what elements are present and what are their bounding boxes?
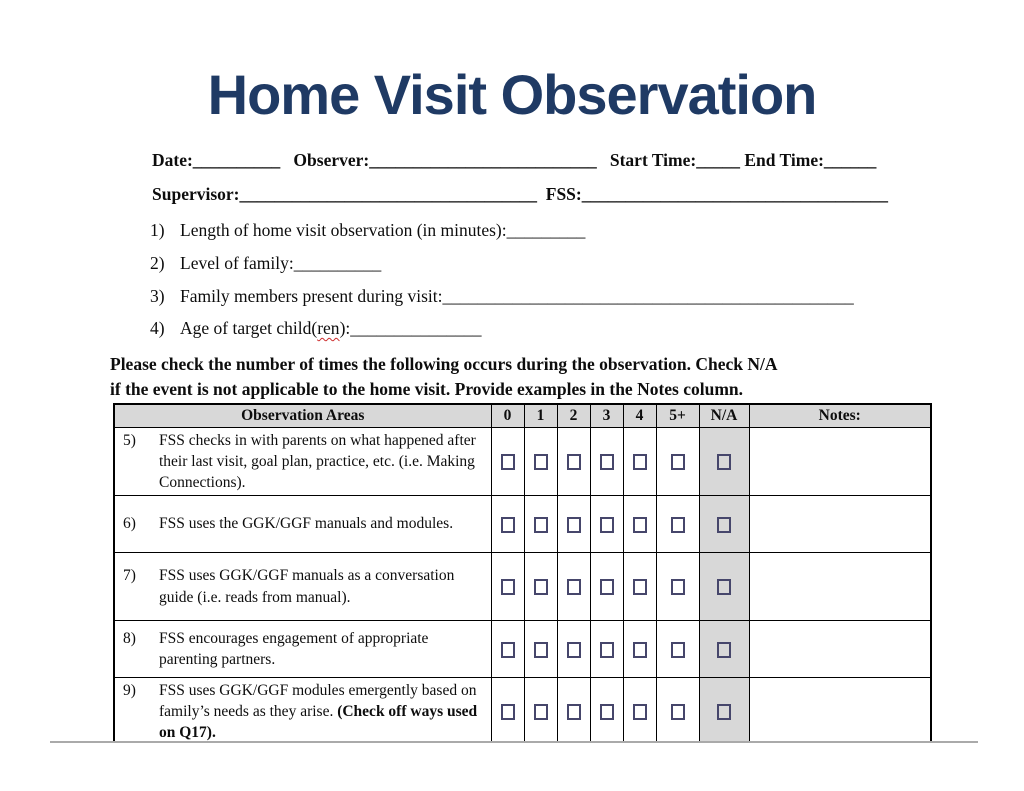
header-count-5plus: 5+ — [656, 404, 699, 428]
form-item-length-of-visit — [150, 220, 585, 241]
checkbox-4[interactable] — [633, 579, 647, 595]
cell-na — [699, 621, 749, 678]
cell-count-4 — [623, 621, 656, 678]
cell-count-3 — [590, 428, 623, 496]
form-item-age-of-target-child — [150, 318, 482, 339]
cell-count-5plus — [656, 621, 699, 678]
checkbox-2[interactable] — [567, 454, 581, 470]
checkbox-4[interactable] — [633, 704, 647, 720]
observation-table — [113, 403, 932, 743]
table-row-9 — [114, 678, 931, 744]
item-text-pre: Age of target child( — [180, 318, 318, 338]
notes-cell[interactable] — [749, 553, 931, 621]
date-observer-time-line: Date:__________ Observer:__________________________ Start Time:_____ End Time:______ — [152, 150, 877, 170]
header-count-4: 4 — [623, 404, 656, 428]
row-text: FSS checks in with parents on what happened after their last visit, goal plan, practice, etc. (i.e. Making Connections). — [159, 431, 476, 492]
row-number: 6) — [123, 515, 136, 533]
row-description-cell — [114, 678, 491, 744]
checkbox-1[interactable] — [534, 642, 548, 658]
checkbox-na[interactable] — [717, 642, 731, 658]
header-count-1: 1 — [524, 404, 557, 428]
cell-count-3 — [590, 553, 623, 621]
cell-count-2 — [557, 496, 590, 553]
row-description-cell — [114, 553, 491, 621]
header-count-0: 0 — [491, 404, 524, 428]
row-text: FSS uses the GGK/GGF manuals and modules. — [159, 515, 454, 533]
checkbox-0[interactable] — [501, 517, 515, 533]
cell-count-0 — [491, 428, 524, 496]
item-number: 2) — [150, 253, 165, 273]
table-header-row — [114, 404, 931, 428]
cell-na — [699, 496, 749, 553]
notes-cell[interactable] — [749, 621, 931, 678]
cell-count-0 — [491, 496, 524, 553]
cell-count-4 — [623, 428, 656, 496]
checkbox-5plus[interactable] — [671, 704, 685, 720]
checkbox-2[interactable] — [567, 579, 581, 595]
item-text — [180, 318, 482, 339]
cell-count-5plus — [656, 496, 699, 553]
instruction-line-2: if the event is not applicable to the home visit. Provide examples in the Notes column. — [110, 379, 744, 399]
notes-cell[interactable] — [749, 428, 931, 496]
row-number: 8) — [123, 629, 136, 647]
cell-count-3 — [590, 496, 623, 553]
notes-cell[interactable] — [749, 496, 931, 553]
checkbox-1[interactable] — [534, 517, 548, 533]
item-number: 1) — [150, 220, 165, 240]
slide-edge-divider — [50, 741, 978, 743]
checkbox-4[interactable] — [633, 642, 647, 658]
row-description-cell — [114, 621, 491, 678]
checkbox-5plus[interactable] — [671, 517, 685, 533]
checkbox-5plus[interactable] — [671, 642, 685, 658]
checkbox-na[interactable] — [717, 704, 731, 720]
item-text: Level of family:__________ — [180, 253, 382, 273]
row-text: FSS encourages engagement of appropriate parenting partners. — [159, 629, 429, 668]
cell-count-0 — [491, 553, 524, 621]
checkbox-0[interactable] — [501, 454, 515, 470]
row-text: FSS uses GGK/GGF manuals as a conversation guide (i.e. reads from manual). — [159, 567, 455, 606]
header-count-2: 2 — [557, 404, 590, 428]
form-item-level-of-family — [150, 253, 381, 274]
checkbox-2[interactable] — [567, 517, 581, 533]
cell-count-1 — [524, 621, 557, 678]
table-row-5 — [114, 428, 931, 496]
checkbox-3[interactable] — [600, 579, 614, 595]
checkbox-na[interactable] — [717, 517, 731, 533]
checkbox-1[interactable] — [534, 579, 548, 595]
instruction-text — [110, 352, 870, 402]
header-notes: Notes: — [749, 404, 931, 428]
checkbox-2[interactable] — [567, 642, 581, 658]
cell-count-1 — [524, 678, 557, 744]
cell-count-5plus — [656, 678, 699, 744]
row-text — [159, 680, 491, 743]
cell-count-0 — [491, 621, 524, 678]
cell-count-5plus — [656, 428, 699, 496]
item-number: 4) — [150, 318, 165, 338]
item-text-post: ):_______________ — [339, 318, 482, 338]
checkbox-5plus[interactable] — [671, 454, 685, 470]
cell-count-0 — [491, 678, 524, 744]
checkbox-3[interactable] — [600, 454, 614, 470]
spellcheck-squiggle-text: ren — [317, 318, 340, 338]
cell-count-1 — [524, 428, 557, 496]
row-text-bold: (Check off ways used on Q17). — [159, 702, 478, 741]
checkbox-4[interactable] — [633, 454, 647, 470]
instruction-line-1: Please check the number of times the following occurs during the observation. Check N/A — [110, 354, 778, 374]
cell-count-2 — [557, 553, 590, 621]
checkbox-na[interactable] — [717, 579, 731, 595]
checkbox-3[interactable] — [600, 642, 614, 658]
checkbox-1[interactable] — [534, 704, 548, 720]
cell-count-4 — [623, 496, 656, 553]
row-number: 7) — [123, 567, 136, 585]
item-text: Family members present during visit:_______________________________________________ — [180, 286, 854, 306]
checkbox-na[interactable] — [717, 454, 731, 470]
checkbox-0[interactable] — [501, 642, 515, 658]
row-description-cell — [114, 428, 491, 496]
cell-count-2 — [557, 678, 590, 744]
page-title: Home Visit Observation — [207, 63, 817, 126]
cell-count-4 — [623, 678, 656, 744]
row-number: 5) — [123, 431, 136, 449]
item-text: Length of home visit observation (in minutes):_________ — [180, 220, 586, 240]
cell-na — [699, 553, 749, 621]
cell-na — [699, 428, 749, 496]
checkbox-3[interactable] — [600, 704, 614, 720]
observation-table-container — [113, 403, 932, 743]
checkbox-4[interactable] — [633, 517, 647, 533]
checkbox-2[interactable] — [567, 704, 581, 720]
row-number: 9) — [123, 681, 136, 699]
cell-count-1 — [524, 496, 557, 553]
row-description-cell — [114, 496, 491, 553]
supervisor-fss-line: Supervisor:__________________________________ FSS:___________________________________ — [152, 184, 888, 204]
cell-na — [699, 678, 749, 744]
table-row-8 — [114, 621, 931, 678]
form-item-family-members-present — [150, 286, 854, 307]
cell-count-2 — [557, 621, 590, 678]
header-observation-areas: Observation Areas — [114, 404, 491, 428]
checkbox-0[interactable] — [501, 579, 515, 595]
checkbox-1[interactable] — [534, 454, 548, 470]
item-number: 3) — [150, 286, 165, 306]
cell-count-4 — [623, 553, 656, 621]
checkbox-5plus[interactable] — [671, 579, 685, 595]
cell-count-3 — [590, 621, 623, 678]
cell-count-2 — [557, 428, 590, 496]
row-text-normal: FSS uses GGK/GGF modules emergently based on family’s needs as they arise. — [159, 681, 477, 720]
header-count-3: 3 — [590, 404, 623, 428]
table-row-6 — [114, 496, 931, 553]
checkbox-3[interactable] — [600, 517, 614, 533]
table-row-7 — [114, 553, 931, 621]
cell-count-5plus — [656, 553, 699, 621]
notes-cell[interactable] — [749, 678, 931, 744]
checkbox-0[interactable] — [501, 704, 515, 720]
header-na: N/A — [699, 404, 749, 428]
cell-count-3 — [590, 678, 623, 744]
cell-count-1 — [524, 553, 557, 621]
